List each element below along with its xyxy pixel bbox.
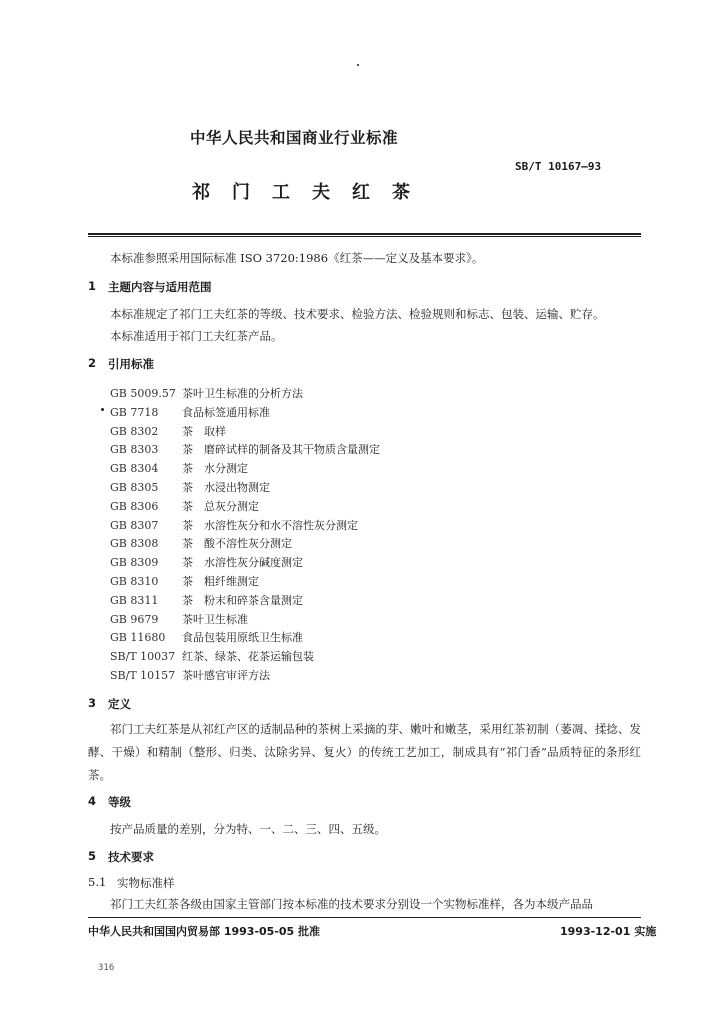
- reference-title: 茶 磨碎试样的制备及其干物质含量测定: [182, 443, 380, 457]
- reference-item: [110, 589, 380, 608]
- reference-item: [110, 645, 380, 664]
- reference-item: [110, 382, 380, 401]
- title-char: 祁: [192, 182, 210, 203]
- reference-code: SB/T 10157: [110, 668, 176, 682]
- approval-line: 中华人民共和国国内贸易部 1993-05-05 批准: [88, 925, 321, 938]
- reference-item: [110, 608, 380, 627]
- reference-title: 茶叶卫生标准的分析方法: [182, 387, 303, 400]
- section-3-number: 3: [88, 696, 97, 710]
- reference-title: 茶 水分测定: [182, 462, 248, 476]
- footer-rule: [88, 917, 641, 918]
- reference-title: 茶 取样: [182, 424, 226, 438]
- reference-title: 茶 水浸出物测定: [182, 480, 270, 494]
- reference-title: 茶 水溶性灰分和水不溶性灰分测定: [182, 518, 358, 532]
- title-char: 红: [352, 182, 370, 203]
- standard-code: SB/T 10167—93: [515, 160, 602, 173]
- section-3-title: 定义: [108, 697, 131, 711]
- reference-item: [110, 514, 380, 533]
- implementation-date: 1993-12-01 实施: [560, 925, 657, 938]
- reference-code: GB 8310: [110, 574, 159, 588]
- section-1-title: 主题内容与适用范围: [108, 280, 212, 294]
- document-title: [192, 178, 432, 204]
- reference-item: [110, 476, 380, 495]
- title-char: 夫: [312, 182, 330, 203]
- reference-title: 茶 粉末和碎茶含量测定: [182, 593, 303, 607]
- section-4-number: 4: [88, 794, 97, 808]
- reference-code: GB 11680: [110, 631, 166, 645]
- reference-item: [110, 457, 380, 476]
- reference-code: GB 8311: [110, 593, 159, 607]
- subsection-5-1-title: 实物标准样: [117, 876, 175, 890]
- section-1-paragraph-2: 本标准适用于祁门工夫红茶产品。: [110, 329, 283, 343]
- reference-item: [110, 495, 380, 514]
- reference-title: 食品标签通用标准: [182, 405, 270, 419]
- reference-code: GB 8309: [110, 556, 159, 570]
- reference-title: 茶 粗纤维测定: [182, 574, 259, 588]
- reference-title: 茶叶卫生标准: [182, 612, 248, 626]
- reference-item: [110, 420, 380, 439]
- reference-code: GB 8306: [110, 499, 159, 513]
- section-1-paragraph-1: 本标准规定了祁门工夫红茶的等级、技术要求、检验方法、检验规则和标志、包装、运输、贮存。: [110, 307, 605, 321]
- reference-item: [110, 664, 380, 683]
- reference-title: 茶 水溶性灰分碱度测定: [182, 556, 303, 570]
- title-char: 工: [272, 182, 290, 203]
- section-4-title: 等级: [108, 795, 131, 809]
- reference-code: GB 8304: [110, 462, 159, 476]
- reference-item: [110, 532, 380, 551]
- section-5-number: 5: [88, 849, 97, 863]
- title-char: 门: [232, 182, 250, 203]
- title-char: 茶: [392, 182, 410, 203]
- reference-title: 食品包装用原纸卫生标准: [182, 631, 303, 645]
- reference-code: GB 8302: [110, 424, 159, 438]
- scan-speck: [357, 64, 359, 66]
- reference-code: GB 8308: [110, 537, 159, 551]
- margin-mark: [101, 408, 104, 411]
- reference-item: [110, 401, 380, 420]
- section-3-paragraph: 祁门工夫红茶是从祁红产区的适制品种的茶树上采摘的芽、嫩叶和嫩茎，采用红茶初制（萎凋、揉捻、发酵、干燥）和精制（整形、归类、汰除劣异、复火）的传统工艺加工，制成具有“祁门香”品质特征的条形红茶。: [88, 722, 641, 782]
- reference-code: GB 8305: [110, 480, 159, 494]
- reference-item: [110, 626, 380, 645]
- reference-code: GB 7718: [110, 405, 159, 419]
- reference-item: [110, 551, 380, 570]
- reference-item: [110, 438, 380, 457]
- section-1-number: 1: [88, 279, 97, 293]
- section-4-paragraph: 按产品质量的差别，分为特、一、二、三、四、五级。: [110, 822, 386, 836]
- reference-code: GB 8303: [110, 443, 159, 457]
- subsection-5-1-number: 5.1: [88, 875, 107, 889]
- reference-code: GB 9679: [110, 612, 159, 626]
- section-5-title: 技术要求: [108, 850, 154, 864]
- page-number: 316: [98, 963, 115, 973]
- reference-code: GB 5009.57: [110, 387, 176, 400]
- intro-paragraph: 本标准参照采用国际标准 ISO 3720:1986《红茶——定义及基本要求》。: [110, 251, 484, 265]
- section-2-number: 2: [88, 356, 97, 370]
- reference-title: 红茶、绿茶、花茶运输包装: [182, 650, 314, 664]
- subsection-5-1-text: 祁门工夫红茶各级由国家主管部门按本标准的技术要求分别设一个实物标准样，各为本级产品品: [110, 897, 593, 911]
- issuing-organization: 中华人民共和国商业行业标准: [190, 129, 399, 147]
- reference-list: [110, 382, 380, 683]
- reference-title: 茶 酸不溶性灰分测定: [182, 537, 292, 551]
- title-rule: [88, 233, 641, 235]
- reference-title: 茶 总灰分测定: [182, 499, 259, 513]
- section-2-title: 引用标准: [108, 357, 154, 371]
- title-rule-thin: [88, 236, 641, 237]
- reference-item: [110, 570, 380, 589]
- reference-code: SB/T 10037: [110, 650, 176, 664]
- reference-title: 茶叶感官审评方法: [182, 668, 270, 682]
- reference-code: GB 8307: [110, 518, 159, 532]
